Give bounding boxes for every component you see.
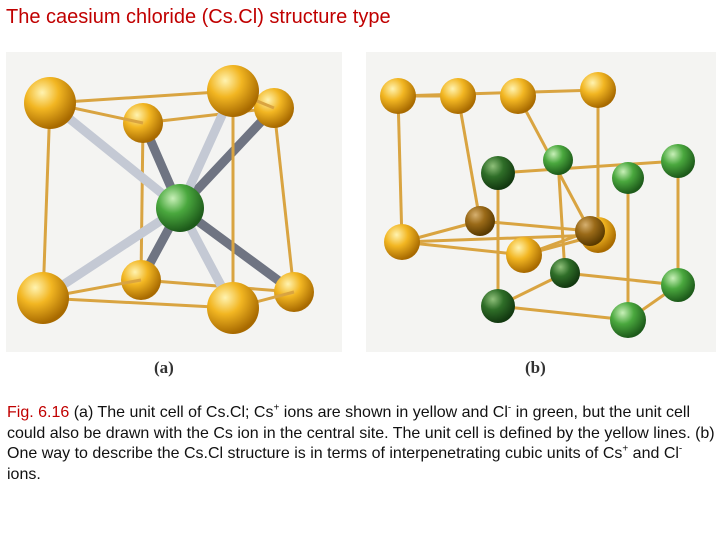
caption-text: in green, but the unit cell could also be drawn with the Cs ion in the central site. The unit cell is defined by the yellow lines. (b) One way to describe the Cs.Cl structure is in terms of interpenetrating cubic units of Cs	[7, 404, 715, 462]
cs-ion	[440, 78, 476, 114]
cl-ion	[661, 268, 695, 302]
cs-ion	[465, 206, 495, 236]
cl-ion-central	[156, 184, 204, 232]
panel-b-interpenetrating-cubes	[366, 52, 716, 352]
panel-a-label: (a)	[154, 358, 174, 377]
cs-ion	[24, 77, 76, 129]
cl-ion	[481, 289, 515, 323]
slide-title: The caesium chloride (Cs.Cl) structure type	[6, 6, 391, 28]
cl-ion	[612, 162, 644, 194]
cs-ion	[580, 72, 616, 108]
figure-reference: Fig. 6.16	[7, 404, 70, 421]
cl-ion	[481, 156, 515, 190]
cs-ion	[506, 237, 542, 273]
panel-b-label: (b)	[525, 358, 546, 377]
cs-ion	[207, 282, 259, 334]
caption-text: (a) The unit cell of Cs.Cl; Cs	[73, 404, 274, 421]
superscript-charge: -	[678, 443, 683, 455]
caption-text: ions.	[7, 465, 41, 483]
cs-ion	[17, 272, 69, 324]
caption-text: ions are shown in yellow and Cl	[283, 404, 508, 421]
cs-ion	[575, 216, 605, 246]
cl-ion	[543, 145, 573, 175]
figure-caption	[7, 403, 719, 485]
cl-ion	[661, 144, 695, 178]
caption-text: and Cl	[632, 445, 679, 462]
cl-ion	[610, 302, 646, 338]
superscript-charge: +	[622, 443, 629, 455]
cs-ion	[380, 78, 416, 114]
cs-ion	[500, 78, 536, 114]
cl-ion	[550, 258, 580, 288]
cs-ion	[384, 224, 420, 260]
superscript-charge: -	[507, 402, 512, 414]
cs-ion	[207, 65, 259, 117]
superscript-charge: +	[273, 402, 280, 414]
cscl-structure-figure	[0, 48, 720, 388]
panel-a-unit-cell	[6, 52, 342, 352]
